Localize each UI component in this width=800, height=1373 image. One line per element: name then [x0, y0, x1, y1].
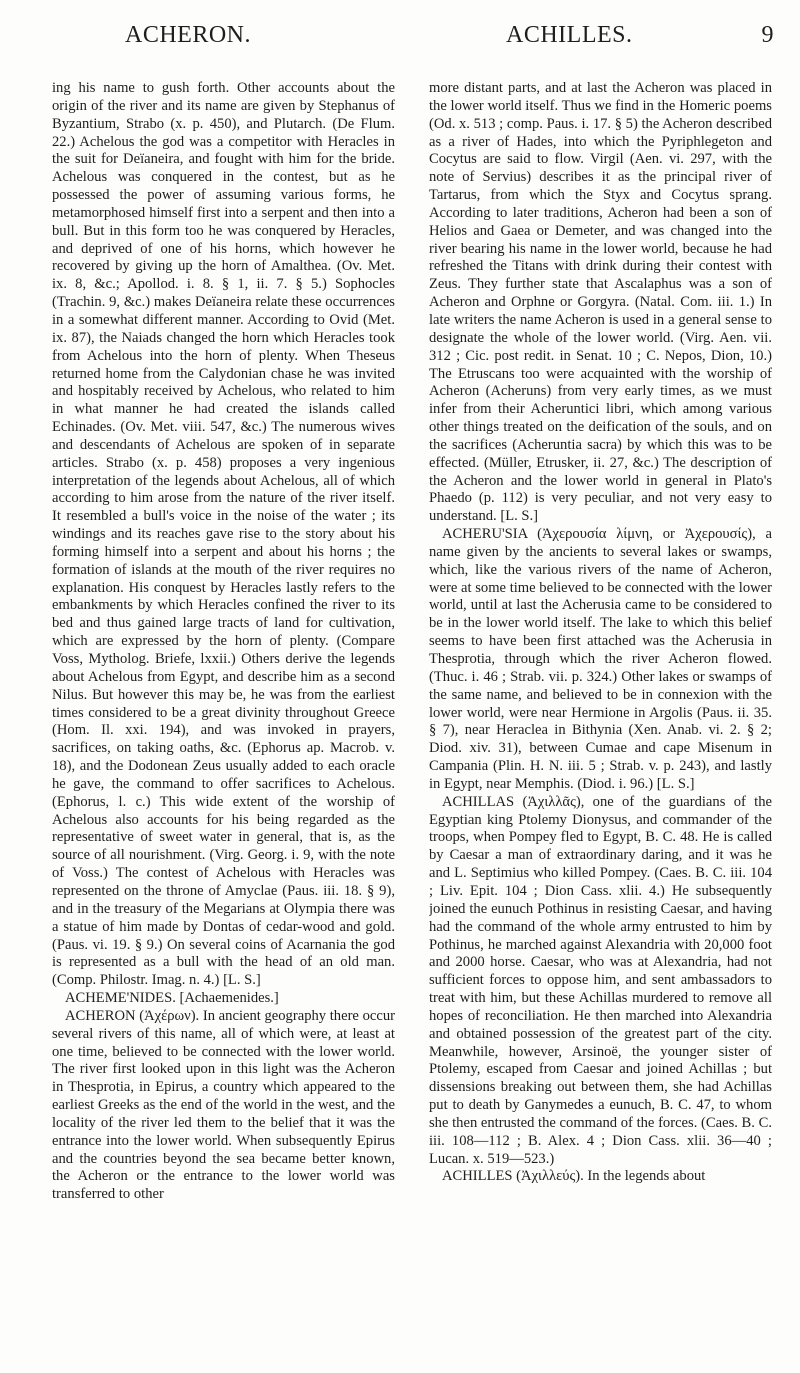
achilles-entry: ACHILLES (Ἀχιλλεύς). In the legends about	[442, 1168, 706, 1185]
achelous-entry-continuation: ing his name to gush forth. Other accounts about the origin of the river and its name are given by Stephanus of Byzantium, Strabo (x. p. 450), and Plutarch. (De Flum. 22.) Achelous the god was a competitor with Heracles in the suit for Deïaneira, and fought with him for the bride. Achelous was conquered in the contest, but as he possessed the power of assuming various forms, he metamorphosed himself first into a serpent and then into a bull. But in this form too he was conquered by Heracles, and deprived of one of his horns, which however he recovered by giving up the horn of Amalthea. (Ov. Met. ix. 8, &c.; Apollod. i. 8. § 1, ii. 7. § 5.) Sophocles (Trachin. 9, &c.) makes Deïaneira relate these occurrences in a somewhat different manner. According to Ovid (Met. ix. 87), the Naiads changed the horn which Heracles took from Achelous into the horn of plenty. When Theseus returned home from the Calydonian chase he was invited and hospitably received by Achelous, who related to him in what manner he had created the islands called Echinades. (Ov. Met. viii. 547, &c.) The numerous wives and descendants of Achelous are spoken of in separate articles. Strabo (x. p. 458) proposes a very ingenious interpretation of the legends about Achelous, all of which according to him arose from the nature of the river itself. It resembled a bull's voice in the noise of the water ; its windings and its reaches gave rise to the story about his forming himself into a serpent and about his horns ; the formation of islands at the mouth of the river requires no explanation. His conquest by Heracles lastly refers to the embankments by which Heracles confined the river to its bed and thus gained large tracts of land for cultivation, which are expressed by the horn of plenty. (Compare Voss, Mytholog. Briefe, lxxii.) Others derive the legends about Achelous from Egypt, and describe him as a second Nilus. But however this may be, he was from the earliest times considered to be a great divinity throughout Greece (Hom. Il. xxi. 194), and was invoked in prayers, sacrifices, on taking oaths, &c. (Ephorus ap. Macrob. v. 18), and the Dodonean Zeus usually added to each oracle he gave, the command to offer sacrifices to Achelous. (Ephorus, l. c.) This wide extent of the worship of Achelous also accounts for his being regarded as the representative of sweet water in general, that is, as the source of all nourishment. (Virg. Georg. i. 9, with the note of Voss.) The contest of Achelous with Heracles was represented on the throne of Amyclae (Paus. iii. 18. § 9), and in the treasury of the Megarians at Olympia there was a statue of him made by Dontas of cedar-wood and gold. (Paus. vi. 19. § 9.) On several coins of Acarnania the god is represented as a bull with the head of an old man. (Comp. Philostr. Imag. n. 4.) [L. S.]	[52, 80, 395, 989]
running-head-left-title: ACHERON.	[125, 22, 252, 48]
running-head	[52, 14, 774, 62]
page-number: 9	[761, 22, 774, 48]
acherusia-entry: ACHERU'SIA (Ἀχερουσία λίμνη, or Ἀχερουσίς), a name given by the ancients to several lakes or swamps, which, like the various rivers of the name of Acheron, were at some time believed to be connected with the lower world, until at last the Acherusia came to be considered to be in the lower world itself. The lake to which this belief seems to have been first attached was the Acherusia in Thesprotia, through which the river Acheron flowed. (Thuc. i. 46 ; Strab. vii. p. 324.) Other lakes or swamps of the same name, and believed to be in connexion with the lower world, were near Hermione in Argolis (Paus. ii. 35. § 7), near Heraclea in Bithynia (Xen. Anab. vi. 2. § 2; Diod. xiv. 31), between Cumae and cape Misenum in Campania (Plin. H. N. iii. 5 ; Strab. v. p. 243), and lastly in Egypt, near Memphis. (Diod. i. 96.) [L. S.]	[429, 526, 772, 792]
achemenides-entry: ACHEME'NIDES. [Achaemenides.]	[65, 990, 279, 1007]
acheron-entry-continuation: more distant parts, and at last the Acheron was placed in the lower world itself. Thus we find in the Homeric poems (Od. x. 513 ; comp. Paus. i. 17. § 5) the Acheron described as a river of Hades, into which the Pyriphlegeton and Cocytus are said to flow. Virgil (Aen. vi. 297, with the note of Servius) describes it as the principal river of Tartarus, from which the Styx and Cocytus sprang. According to later traditions, Acheron had been a son of Helios and Gaea or Demeter, and was changed into the river bearing his name in the lower world, because he had refreshed the Titans with drink during their contest with Zeus. They further state that Ascalaphus was a son of Acheron and Orphne or Gorgyra. (Natal. Com. iii. 1.) In late writers the name Acheron is used in a general sense to designate the whole of the lower world. (Virg. Aen. vii. 312 ; Cic. post redit. in Senat. 10 ; C. Nepos, Dion, 10.) The Etruscans too were acquainted with the worship of Acheron (Acheruns) from very early times, as we must infer from their Acheruntici libri, which among various other things treated on the deification of the souls, and on the sacrifices (Acheruntia sacra) by which this was to be effected. (Müller, Etrusker, ii. 27, &c.) The description of the Acheron and the lower world in general in Plato's Phaedo (p. 112) is very peculiar, and not very easy to understand. [L. S.]	[429, 80, 772, 525]
left-column	[52, 80, 395, 1340]
acheron-entry: ACHERON (Ἀχέρων). In ancient geography there occur several rivers of this name, all of which were, at least at one time, believed to be connected with the lower world. The river first looked upon in this light was the Acheron in Thesprotia, in Epirus, a country which appeared to the earliest Greeks as the end of the world in the west, and the locality of the river led them to the belief that it was the entrance into the lower world. When subsequently Epirus and the countries beyond the sea became better known, the Acheron or the entrance to the lower world was transferred to other	[52, 1007, 395, 1203]
right-column	[429, 80, 772, 1340]
running-head-right-title: ACHILLES.	[506, 22, 633, 48]
achillas-entry: ACHILLAS (Ἀχιλλᾶς), one of the guardians of the Egyptian king Ptolemy Dionysus, and commander of the troops, when Pompey fled to Egypt, B. C. 48. He is called by Caesar a man of extraordinary daring, and it was he and L. Septimius who killed Pompey. (Caes. B. C. iii. 104 ; Liv. Epit. 104 ; Dion Cass. xlii. 4.) He subsequently joined the eunuch Pothinus in resisting Caesar, and having had the command of the whole army entrusted to him by Pothinus, he marched against Alexandria with 20,000 foot and 2000 horse. Caesar, who was at Alexandria, had not sufficient forces to oppose him, and sent ambassadors to treat with him, but these Achillas murdered to remove all hopes of reconciliation. He then marched into Alexandria and obtained possession of the greatest part of the city. Meanwhile, however, Arsinoë, the younger sister of Ptolemy, escaped from Caesar and joined Achillas ; but dissensions breaking out between them, she had Achillas put to death by Ganymedes a eunuch, B. C. 47, to whom she then entrusted the command of the forces. (Caes. B. C. iii. 108—112 ; B. Alex. 4 ; Dion Cass. xlii. 36—40 ; Lucan. x. 519—523.)	[429, 793, 772, 1167]
